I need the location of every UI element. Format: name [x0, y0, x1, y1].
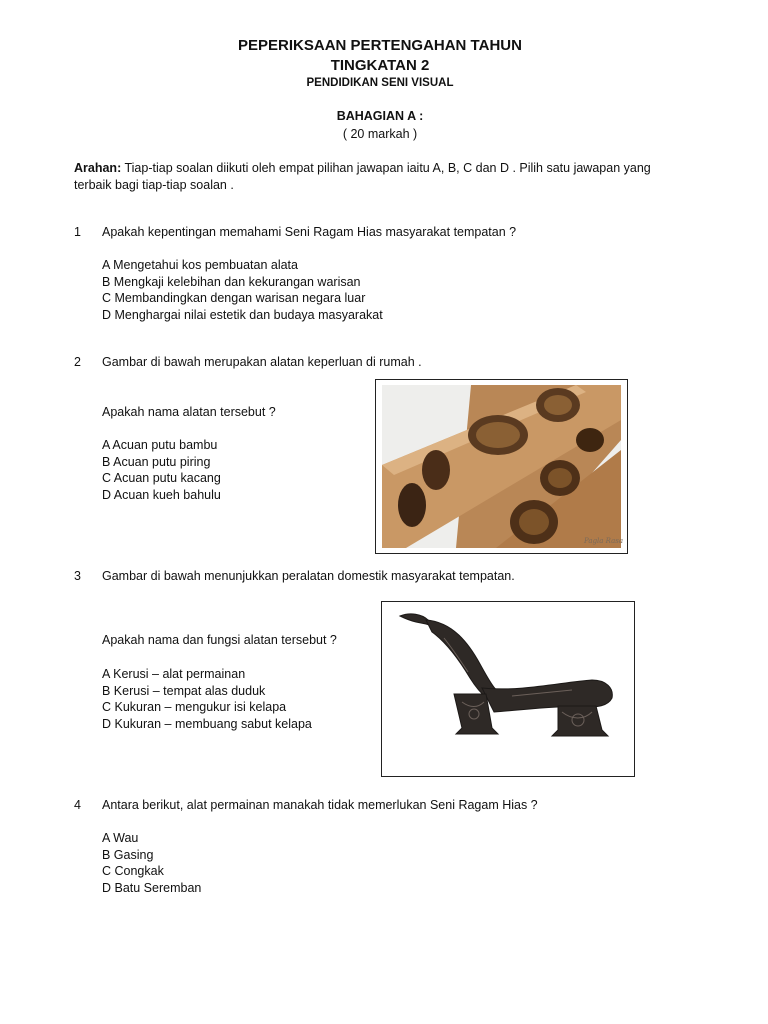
question-number: 3	[74, 569, 81, 583]
question-2-subquestion: Apakah nama alatan tersebut ?	[102, 405, 276, 419]
option-b[interactable]: B Mengkaji kelebihan dan kekurangan warisan	[102, 274, 361, 289]
kuih-mould-illustration	[376, 380, 627, 553]
question-number: 1	[74, 225, 81, 239]
instructions-text: Tiap-tiap soalan diikuti oleh empat pilihan jawapan iaitu A, B, C dan D . Pilih satu jawapan yang terbaik bagi tiap-tiap soalan .	[74, 161, 651, 192]
instructions	[74, 160, 684, 194]
option-d[interactable]: D Acuan kueh bahulu	[102, 487, 221, 502]
question-text: Gambar di bawah merupakan alatan keperluan di rumah .	[102, 355, 422, 369]
question-3-subquestion: Apakah nama dan fungsi alatan tersebut ?	[102, 633, 337, 647]
question-text: Antara berikut, alat permainan manakah tidak memerlukan Seni Ragam Hias ?	[102, 798, 538, 812]
question-4-options	[102, 830, 201, 896]
option-d[interactable]: D Batu Seremban	[102, 880, 202, 895]
exam-title: PEPERIKSAAN PERTENGAHAN TAHUN	[238, 37, 522, 54]
option-b[interactable]: B Kerusi – tempat alas duduk	[102, 683, 266, 698]
option-a[interactable]: A Acuan putu bambu	[102, 438, 218, 452]
photo-watermark: Pagla Rasa	[584, 537, 624, 545]
instructions-label: Arahan:	[74, 161, 122, 175]
subject-name: PENDIDIKAN SENI VISUAL	[306, 77, 454, 89]
section-heading: BAHAGIAN A :	[336, 109, 424, 123]
option-b[interactable]: B Acuan putu piring	[102, 454, 211, 469]
option-d[interactable]: D Menghargai nilai estetik dan budaya masyarakat	[102, 307, 383, 322]
coconut-grater-illustration	[382, 602, 634, 776]
kuih-mould-image	[375, 379, 628, 554]
coconut-grater-image	[381, 601, 635, 777]
option-c[interactable]: C Membandingkan dengan warisan negara luar	[102, 291, 366, 305]
option-a[interactable]: A Wau	[102, 831, 139, 845]
question-3-options	[102, 666, 312, 732]
question-2-options	[102, 437, 221, 503]
question-1-options	[102, 257, 383, 323]
option-d[interactable]: D Kukuran – membuang sabut kelapa	[102, 716, 312, 731]
question-number: 2	[74, 355, 81, 369]
section-marks: ( 20 markah )	[342, 127, 418, 141]
option-a[interactable]: A Mengetahui kos pembuatan alata	[102, 258, 298, 272]
option-c[interactable]: C Congkak	[102, 864, 164, 878]
question-number: 4	[74, 798, 81, 812]
option-b[interactable]: B Gasing	[102, 847, 154, 862]
question-text: Apakah kepentingan memahami Seni Ragam Hias masyarakat tempatan ?	[102, 225, 517, 239]
option-a[interactable]: A Kerusi – alat permainan	[102, 667, 246, 681]
form-level: TINGKATAN 2	[330, 57, 430, 74]
question-text: Gambar di bawah menunjukkan peralatan domestik masyarakat tempatan.	[102, 569, 515, 583]
option-c[interactable]: C Kukuran – mengukur isi kelapa	[102, 700, 287, 714]
option-c[interactable]: C Acuan putu kacang	[102, 471, 221, 485]
